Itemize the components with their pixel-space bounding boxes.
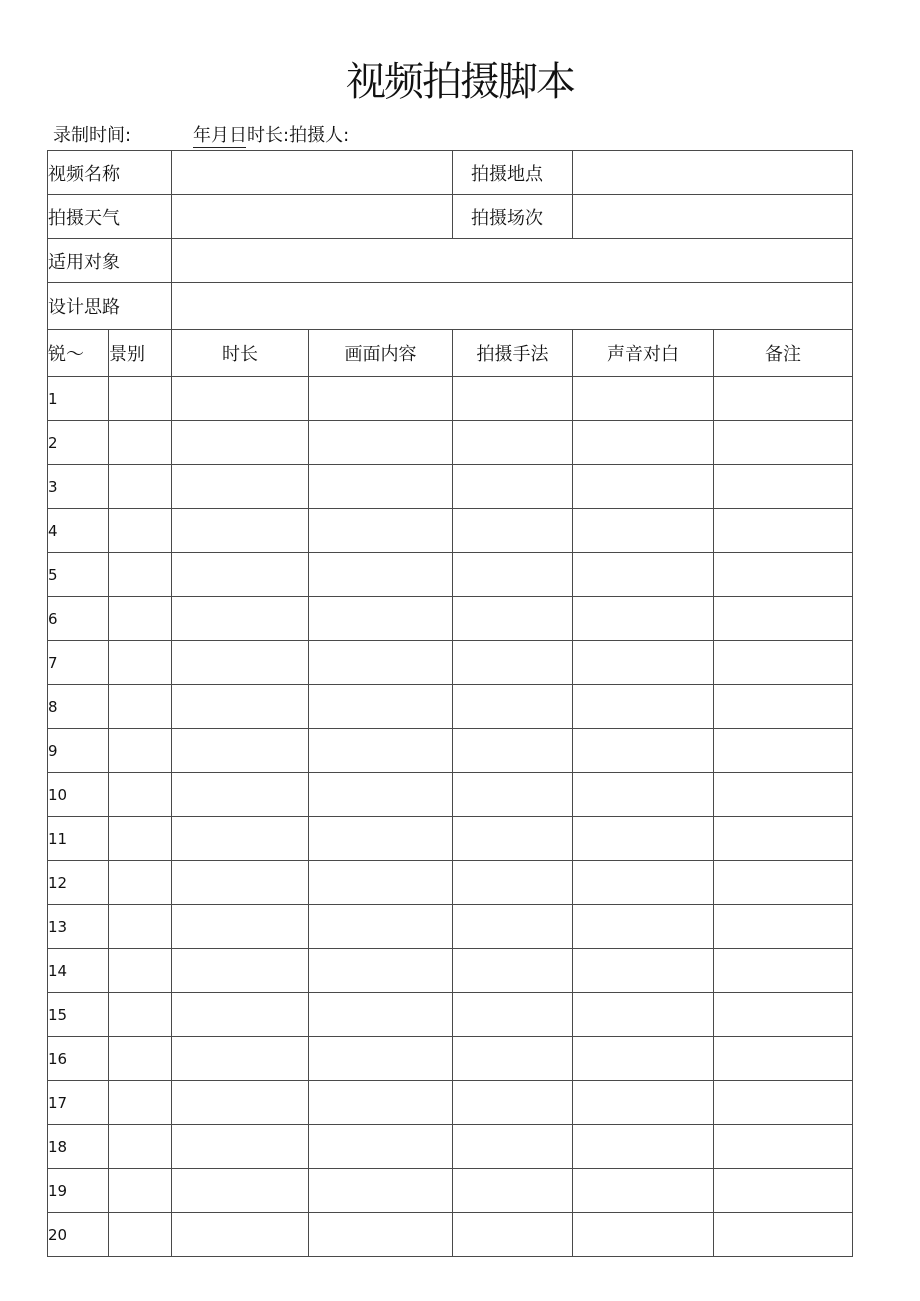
technique-cell[interactable] [453, 685, 573, 729]
column-header-sound-dialogue: 声音对白 [573, 330, 714, 377]
shot-size-cell[interactable] [109, 949, 172, 993]
content-cell[interactable] [309, 509, 453, 553]
sound-dialogue-cell[interactable] [573, 509, 714, 553]
video-name-label: 视频名称 [48, 151, 172, 195]
column-header-row [48, 330, 853, 377]
shot-size-cell[interactable] [109, 685, 172, 729]
sound-dialogue-cell[interactable] [573, 729, 714, 773]
shot-size-cell[interactable] [109, 1037, 172, 1081]
table-row [48, 685, 853, 729]
technique-cell[interactable] [453, 553, 573, 597]
notes-cell[interactable] [714, 861, 853, 905]
page-title: 视频拍摄脚本 [346, 59, 574, 105]
technique-cell[interactable] [453, 817, 573, 861]
duration-cell[interactable] [172, 685, 309, 729]
content-cell[interactable] [309, 421, 453, 465]
row-number: 14 [48, 949, 109, 993]
content-cell[interactable] [309, 1081, 453, 1125]
table-row [48, 1125, 853, 1169]
info-row-weather-scene [48, 195, 853, 239]
shot-size-cell[interactable] [109, 597, 172, 641]
table-row [48, 905, 853, 949]
technique-cell[interactable] [453, 1125, 573, 1169]
scene-count-label: 拍摄场次 [453, 195, 573, 239]
sound-dialogue-cell[interactable] [573, 377, 714, 421]
sound-dialogue-cell[interactable] [573, 641, 714, 685]
duration-cell[interactable] [172, 421, 309, 465]
notes-cell[interactable] [714, 509, 853, 553]
duration-cell[interactable] [172, 993, 309, 1037]
content-cell[interactable] [309, 465, 453, 509]
scene-count-field[interactable] [573, 195, 853, 239]
duration-cell[interactable] [172, 905, 309, 949]
table-row [48, 949, 853, 993]
shot-size-cell[interactable] [109, 641, 172, 685]
notes-cell[interactable] [714, 1081, 853, 1125]
duration-cell[interactable] [172, 729, 309, 773]
column-header-shot-size: 景别 [109, 330, 172, 377]
technique-cell[interactable] [453, 641, 573, 685]
sound-dialogue-cell[interactable] [573, 1037, 714, 1081]
design-idea-field[interactable] [172, 283, 853, 330]
technique-cell[interactable] [453, 1081, 573, 1125]
duration-cell[interactable] [172, 1037, 309, 1081]
content-cell[interactable] [309, 1169, 453, 1213]
duration-cell[interactable] [172, 1169, 309, 1213]
sound-dialogue-cell[interactable] [573, 993, 714, 1037]
technique-cell[interactable] [453, 465, 573, 509]
content-cell[interactable] [309, 773, 453, 817]
row-number: 2 [48, 421, 109, 465]
table-row [48, 465, 853, 509]
row-number: 15 [48, 993, 109, 1037]
shot-size-cell[interactable] [109, 553, 172, 597]
column-header-content: 画面内容 [309, 330, 453, 377]
duration-cell[interactable] [172, 597, 309, 641]
row-number: 12 [48, 861, 109, 905]
sound-dialogue-cell[interactable] [573, 1169, 714, 1213]
sound-dialogue-cell[interactable] [573, 1125, 714, 1169]
notes-cell[interactable] [714, 553, 853, 597]
notes-cell[interactable] [714, 685, 853, 729]
content-cell[interactable] [309, 949, 453, 993]
sound-dialogue-cell[interactable] [573, 773, 714, 817]
shot-size-cell[interactable] [109, 729, 172, 773]
date-underline [193, 147, 246, 148]
notes-cell[interactable] [714, 817, 853, 861]
content-cell[interactable] [309, 861, 453, 905]
technique-cell[interactable] [453, 1037, 573, 1081]
duration-cell[interactable] [172, 641, 309, 685]
sound-dialogue-cell[interactable] [573, 1081, 714, 1125]
sound-dialogue-cell[interactable] [573, 861, 714, 905]
row-number: 6 [48, 597, 109, 641]
shot-size-cell[interactable] [109, 421, 172, 465]
duration-cell[interactable] [172, 861, 309, 905]
notes-cell[interactable] [714, 465, 853, 509]
record-time-label: 录制时间: [53, 125, 132, 146]
notes-cell[interactable] [714, 905, 853, 949]
table-row [48, 729, 853, 773]
sound-dialogue-cell[interactable] [573, 465, 714, 509]
technique-cell[interactable] [453, 773, 573, 817]
sound-dialogue-cell[interactable] [573, 685, 714, 729]
duration-cell[interactable] [172, 465, 309, 509]
technique-cell[interactable] [453, 1169, 573, 1213]
technique-cell[interactable] [453, 861, 573, 905]
shot-size-cell[interactable] [109, 377, 172, 421]
notes-cell[interactable] [714, 773, 853, 817]
shot-size-cell[interactable] [109, 1213, 172, 1257]
audience-field[interactable] [172, 239, 853, 283]
duration-cell[interactable] [172, 817, 309, 861]
notes-cell[interactable] [714, 641, 853, 685]
content-cell[interactable] [309, 597, 453, 641]
row-number: 9 [48, 729, 109, 773]
location-field[interactable] [573, 151, 853, 195]
content-cell[interactable] [309, 685, 453, 729]
row-number: 16 [48, 1037, 109, 1081]
table-row [48, 1081, 853, 1125]
row-number: 5 [48, 553, 109, 597]
row-number: 13 [48, 905, 109, 949]
duration-cell[interactable] [172, 1081, 309, 1125]
content-cell[interactable] [309, 1037, 453, 1081]
content-cell[interactable] [309, 993, 453, 1037]
audience-label: 适用对象 [48, 239, 172, 283]
sound-dialogue-cell[interactable] [573, 421, 714, 465]
row-number: 7 [48, 641, 109, 685]
sound-dialogue-cell[interactable] [573, 553, 714, 597]
shot-size-cell[interactable] [109, 465, 172, 509]
shot-size-cell[interactable] [109, 509, 172, 553]
technique-cell[interactable] [453, 597, 573, 641]
notes-cell[interactable] [714, 377, 853, 421]
technique-cell[interactable] [453, 377, 573, 421]
duration-cell[interactable] [172, 509, 309, 553]
table-row [48, 377, 853, 421]
sound-dialogue-cell[interactable] [573, 597, 714, 641]
table-row [48, 597, 853, 641]
row-number: 18 [48, 1125, 109, 1169]
table-row [48, 773, 853, 817]
technique-cell[interactable] [453, 729, 573, 773]
column-header-notes: 备注 [714, 330, 853, 377]
row-number: 8 [48, 685, 109, 729]
notes-cell[interactable] [714, 1169, 853, 1213]
shot-size-cell[interactable] [109, 861, 172, 905]
column-header-duration: 时长 [172, 330, 309, 377]
row-number: 17 [48, 1081, 109, 1125]
design-idea-label: 设计思路 [48, 283, 172, 330]
duration-cell[interactable] [172, 773, 309, 817]
notes-cell[interactable] [714, 1213, 853, 1257]
notes-cell[interactable] [714, 1125, 853, 1169]
technique-cell[interactable] [453, 421, 573, 465]
table-row [48, 817, 853, 861]
sound-dialogue-cell[interactable] [573, 817, 714, 861]
info-row-design [48, 283, 853, 330]
duration-cell[interactable] [172, 377, 309, 421]
duration-cell[interactable] [172, 1125, 309, 1169]
shot-size-cell[interactable] [109, 1169, 172, 1213]
content-cell[interactable] [309, 729, 453, 773]
content-cell[interactable] [309, 641, 453, 685]
shot-size-cell[interactable] [109, 905, 172, 949]
shot-size-cell[interactable] [109, 817, 172, 861]
sound-dialogue-cell[interactable] [573, 905, 714, 949]
shot-rows [48, 377, 853, 1257]
content-cell[interactable] [309, 1125, 453, 1169]
weather-field[interactable] [172, 195, 453, 239]
row-number: 19 [48, 1169, 109, 1213]
table-row [48, 641, 853, 685]
row-number: 1 [48, 377, 109, 421]
info-row-audience [48, 239, 853, 283]
weather-label: 拍摄天气 [48, 195, 172, 239]
technique-cell[interactable] [453, 949, 573, 993]
row-number: 4 [48, 509, 109, 553]
technique-cell[interactable] [453, 509, 573, 553]
shot-size-cell[interactable] [109, 773, 172, 817]
row-number: 10 [48, 773, 109, 817]
row-number: 20 [48, 1213, 109, 1257]
notes-cell[interactable] [714, 949, 853, 993]
row-number: 3 [48, 465, 109, 509]
duration-cell[interactable] [172, 949, 309, 993]
column-header-shot-number: 锐〜 [48, 330, 109, 377]
notes-cell[interactable] [714, 993, 853, 1037]
content-cell[interactable] [309, 377, 453, 421]
content-cell[interactable] [309, 817, 453, 861]
duration-cell[interactable] [172, 1213, 309, 1257]
sound-dialogue-cell[interactable] [573, 1213, 714, 1257]
table-row [48, 1213, 853, 1257]
technique-cell[interactable] [453, 1213, 573, 1257]
duration-cell[interactable] [172, 553, 309, 597]
row-number: 11 [48, 817, 109, 861]
sound-dialogue-cell[interactable] [573, 949, 714, 993]
date-duration-photographer-label: 年月日时长:拍摄人: [193, 125, 350, 146]
video-name-field[interactable] [172, 151, 453, 195]
shot-size-cell[interactable] [109, 1125, 172, 1169]
technique-cell[interactable] [453, 993, 573, 1037]
table-row [48, 421, 853, 465]
table-row [48, 509, 853, 553]
table-row [48, 1037, 853, 1081]
shot-size-cell[interactable] [109, 1081, 172, 1125]
content-cell[interactable] [309, 905, 453, 949]
location-label: 拍摄地点 [453, 151, 573, 195]
notes-cell[interactable] [714, 729, 853, 773]
info-row-name-location [48, 151, 853, 195]
table-row [48, 993, 853, 1037]
script-table [47, 150, 853, 1257]
notes-cell[interactable] [714, 1037, 853, 1081]
table-row [48, 1169, 853, 1213]
table-row [48, 553, 853, 597]
column-header-technique: 拍摄手法 [453, 330, 573, 377]
content-cell[interactable] [309, 1213, 453, 1257]
shot-size-cell[interactable] [109, 993, 172, 1037]
technique-cell[interactable] [453, 905, 573, 949]
table-row [48, 861, 853, 905]
notes-cell[interactable] [714, 421, 853, 465]
content-cell[interactable] [309, 553, 453, 597]
notes-cell[interactable] [714, 597, 853, 641]
